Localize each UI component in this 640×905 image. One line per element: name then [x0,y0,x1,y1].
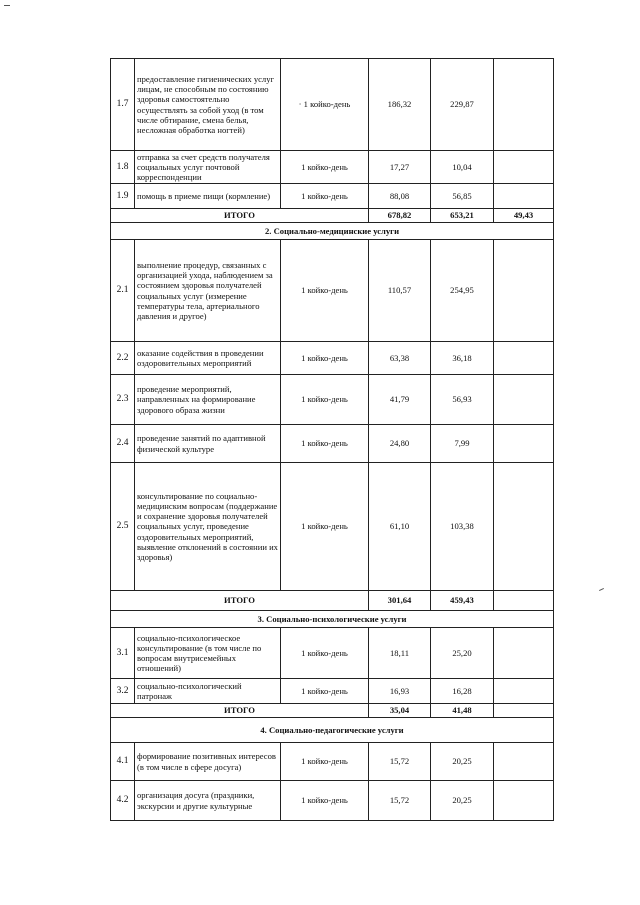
total-value: 35,04 [369,704,431,718]
row-number: 3.2 [111,679,135,704]
table-row [111,151,554,184]
value-cell: 110,57 [369,240,431,342]
service-name: социально-психологическое консультирование (в том числе по вопросам внутрисемейных отношений) [135,628,281,679]
table-row [111,342,554,375]
total-row [111,704,554,718]
service-name: формирование позитивных интересов (в том числе в сфере досуга) [135,743,281,781]
service-name: отправка за счет средств получателя социальных услуг почтовой корреспонденции [135,151,281,184]
table-row [111,679,554,704]
service-name: проведение мероприятий, направленных на формирование здорового образа жизни [135,375,281,425]
table-row [111,375,554,425]
value-cell: 16,28 [431,679,494,704]
value-cell: 36,18 [431,342,494,375]
unit-cell: · 1 койко-день [281,59,369,151]
total-value: 459,43 [431,591,494,611]
unit-cell: 1 койко-день [281,679,369,704]
unit-cell: 1 койко-день [281,781,369,821]
section-row [111,718,554,743]
value-cell: 41,79 [369,375,431,425]
value-cell [494,743,554,781]
section-row [111,223,554,240]
scan-mark [4,5,10,6]
table-row [111,240,554,342]
total-row [111,591,554,611]
table-row [111,463,554,591]
value-cell [494,425,554,463]
total-label: ИТОГО [111,704,369,718]
value-cell: 88,08 [369,184,431,209]
row-number: 2.2 [111,342,135,375]
service-name: социально-психологический патронаж [135,679,281,704]
tariff-table [110,58,554,821]
scan-mark [599,588,604,591]
value-cell: 186,32 [369,59,431,151]
table-row [111,59,554,151]
value-cell [494,342,554,375]
value-cell [494,781,554,821]
row-number: 4.1 [111,743,135,781]
row-number: 1.7 [111,59,135,151]
value-cell: 20,25 [431,743,494,781]
section-title: 2. Социально-медицинские услуги [111,223,554,240]
value-cell: 18,11 [369,628,431,679]
value-cell: 229,87 [431,59,494,151]
service-name: оказание содействия в проведении оздоровительных мероприятий [135,342,281,375]
total-label: ИТОГО [111,591,369,611]
value-cell: 15,72 [369,781,431,821]
value-cell: 17,27 [369,151,431,184]
value-cell: 7,99 [431,425,494,463]
value-cell [494,151,554,184]
row-number: 3.1 [111,628,135,679]
service-name: помощь в приеме пищи (кормление) [135,184,281,209]
service-name: организация досуга (праздники, экскурсии и другие культурные [135,781,281,821]
value-cell: 16,93 [369,679,431,704]
row-number: 1.9 [111,184,135,209]
total-label: ИТОГО [111,209,369,223]
row-number: 2.5 [111,463,135,591]
table-row [111,781,554,821]
row-number: 2.1 [111,240,135,342]
service-name: консультирование по социально-медицинским вопросам (поддержание и сохранение здоровья получателей социальных услуг, проведение оздоровительных мероприятий, выявление отклонений в состоянии их здоровья) [135,463,281,591]
section-title: 4. Социально-педагогические услуги [111,718,554,743]
total-value [494,591,554,611]
unit-cell: 1 койко-день [281,463,369,591]
row-number: 2.4 [111,425,135,463]
section-title: 3. Социально-психологические услуги [111,611,554,628]
total-value: 49,43 [494,209,554,223]
table-row [111,628,554,679]
value-cell: 24,80 [369,425,431,463]
value-cell [494,59,554,151]
value-cell: 56,93 [431,375,494,425]
unit-cell: 1 койко-день [281,375,369,425]
value-cell: 15,72 [369,743,431,781]
value-cell: 61,10 [369,463,431,591]
value-cell [494,679,554,704]
total-value [494,704,554,718]
unit-cell: 1 койко-день [281,425,369,463]
value-cell: 56,85 [431,184,494,209]
unit-cell: 1 койко-день [281,151,369,184]
total-value: 653,21 [431,209,494,223]
unit-cell: 1 койко-день [281,628,369,679]
service-name: предоставление гигиенических услуг лицам, не способным по состоянию здоровья самостоятельно осуществлять за собой уход (в том числе обтирание, смена белья, несложная обработка ногтей) [135,59,281,151]
value-cell: 10,04 [431,151,494,184]
unit-cell: 1 койко-день [281,342,369,375]
section-row [111,611,554,628]
total-value: 678,82 [369,209,431,223]
service-name: выполнение процедур, связанных с организацией ухода, наблюдением за состоянием здоровья получателей социальных услуг (измерение температуры тела, артериального давления и другое) [135,240,281,342]
total-row [111,209,554,223]
unit-cell: 1 койко-день [281,184,369,209]
value-cell [494,463,554,591]
table-row [111,184,554,209]
value-cell [494,240,554,342]
service-name: проведение занятий по адаптивной физической культуре [135,425,281,463]
total-value: 301,64 [369,591,431,611]
unit-cell: 1 койко-день [281,240,369,342]
table-row [111,743,554,781]
value-cell: 103,38 [431,463,494,591]
table-row [111,425,554,463]
value-cell [494,184,554,209]
value-cell: 63,38 [369,342,431,375]
row-number: 4.2 [111,781,135,821]
value-cell: 20,25 [431,781,494,821]
value-cell [494,628,554,679]
value-cell: 25,20 [431,628,494,679]
unit-cell: 1 койко-день [281,743,369,781]
row-number: 2.3 [111,375,135,425]
total-value: 41,48 [431,704,494,718]
row-number: 1.8 [111,151,135,184]
value-cell: 254,95 [431,240,494,342]
value-cell [494,375,554,425]
